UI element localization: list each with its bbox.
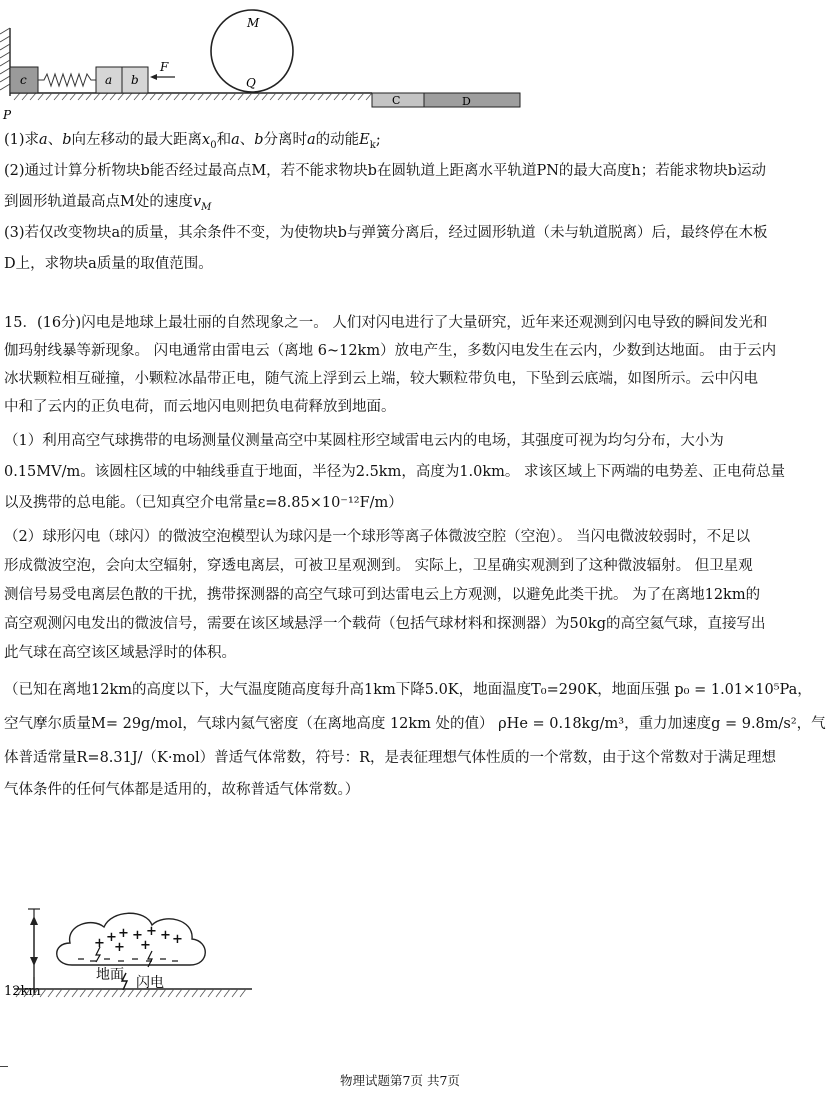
q15-known-line1: （已知在离地12km的高度以下，大气温度随高度每升高1km下降5.0K，地面温度T₀=290K，地面压强 p₀ = 1.01×10⁵Pa， xyxy=(4,682,812,698)
board-D xyxy=(424,93,520,107)
svg-text:+: + xyxy=(172,932,183,947)
page-footer: 物理试题第7页 共7页 xyxy=(340,1073,460,1088)
q15-part1-line2: 0.15MV/m。该圆柱区域的中轴线垂直于地面，半径为2.5km，高度为1.0km。 求该区域上下两端的电势差、正电荷总量 xyxy=(4,464,786,480)
thundercloud xyxy=(57,913,206,965)
q15-part2-line3: 测信号易受电离层色散的干扰，携带探测器的高空气球可到达雷电云上方观测，以避免此类干扰。 为了在离地12km的 xyxy=(4,587,761,603)
q15-intro-line4: 中和了云内的正负电荷，而云地闪电则把负电荷释放到地面。 xyxy=(4,399,396,415)
q15-part2-line4: 高空观测闪电发出的微波信号，需要在该区域悬浮一个载荷（包括气球材料和探测器）为50kg的高空氦气球，直接写出 xyxy=(4,616,766,632)
label-M: M xyxy=(247,16,260,30)
q15-part2-line2: 形成微波空泡，会向太空辐射，穿透电离层，可被卫星观测到。 实际上，卫星确实观测到了这种微波辐射。 但卫星观 xyxy=(4,558,753,574)
q14-part2-line1: (2)通过计算分析物块b能否经过最高点M，若不能求物块b在圆轨道上距离水平轨道PN的最大高度h；若能求物块b运动 xyxy=(4,163,767,179)
q15-known-line4: 气体条件的任何气体都是适用的，故称普适气体常数。） xyxy=(4,782,360,798)
margin-tick xyxy=(0,1066,8,1067)
svg-text:+: + xyxy=(118,926,129,941)
svg-text:+: + xyxy=(94,936,105,951)
q14-part3-line2: D上，求物块a质量的取值范围。 xyxy=(4,256,213,272)
q15-intro-line2: 伽玛射线暴等新现象。 闪电通常由雷电云（离地 6~12km）放电产生，多数闪电发生在云内，少数到达地面。 由于云内 xyxy=(4,343,777,359)
q14-part2-line2: 到圆形轨道最高点M处的速度$v_M$ xyxy=(4,194,212,213)
label-D: D xyxy=(462,95,471,108)
q15-known-line3: 体普适常量R=8.31J/（K·mol）普适气体常数，符号：R，是表征理想气体性质的一个常数，由于这个常数对于满足理想 xyxy=(4,750,777,766)
svg-text:+: + xyxy=(106,930,117,945)
label-P: P xyxy=(3,108,12,122)
q15-known-line2: 空气摩尔质量M= 29g/mol，气球内氦气密度（在离地高度 12km 处的值） ρHe = 0.18kg/m³，重力加速度g = 9.8m/s²，气 xyxy=(4,716,826,732)
top-figure-track-diagram xyxy=(0,0,800,125)
q14-part3-line1: (3)若仅改变物块a的质量，其余条件不变，为使物块b与弹簧分离后，经过圆形轨道（未与轨道脱离）后，最终停在木板 xyxy=(4,225,768,241)
q15-intro-line3: 冰状颗粒相互碰撞，小颗粒冰晶带正电，随气流上浮到云上端，较大颗粒带负电，下坠到云底端，如图所示。云中闪电 xyxy=(4,371,758,387)
q15-part2-line1: （2）球形闪电（球闪）的微波空泡模型认为球闪是一个球形等离子体微波空腔（空泡）。 当闪电微波较弱时，不足以 xyxy=(4,529,751,545)
ground-label: 地面 xyxy=(96,967,124,983)
label-F: F xyxy=(160,60,169,74)
svg-text:+: + xyxy=(114,940,125,955)
label-b: b xyxy=(131,73,139,87)
svg-text:+: + xyxy=(132,928,143,943)
up-arrow xyxy=(0,916,60,991)
negative-charges xyxy=(78,959,178,961)
height-label: 12km xyxy=(4,984,41,999)
svg-text:+: + xyxy=(140,938,151,953)
label-Q: Q xyxy=(246,76,256,90)
lightning-label: 闪电 xyxy=(136,975,164,991)
svg-text:+: + xyxy=(146,924,157,939)
q15-part1-line3: 以及携带的总电能。（已知真空介电常量ε=8.85×10⁻¹²F/m） xyxy=(4,495,403,511)
q15-part2-line5: 此气球在高空该区域悬浮时的体积。 xyxy=(4,645,236,661)
q15-intro-line1: 15．(16分)闪电是地球上最壮丽的自然现象之一。 人们对闪电进行了大量研究，近年来还观测到闪电导致的瞬间发光和 xyxy=(4,315,768,331)
svg-text:+: + xyxy=(160,928,171,943)
spring xyxy=(38,74,96,86)
label-a: a xyxy=(105,73,113,87)
q14-part1: (1)求a、b向左移动的最大距离$x_0$和a、b分离时a的动能$E_k$; xyxy=(4,132,381,151)
q15-part1-line1: （1）利用高空气球携带的电场测量仪测量高空中某圆柱形空域雷电云内的电场，其强度可视为均匀分布，大小为 xyxy=(4,433,724,449)
label-c: c xyxy=(20,73,27,87)
positive-charges xyxy=(94,924,183,955)
label-C: C xyxy=(392,94,401,107)
